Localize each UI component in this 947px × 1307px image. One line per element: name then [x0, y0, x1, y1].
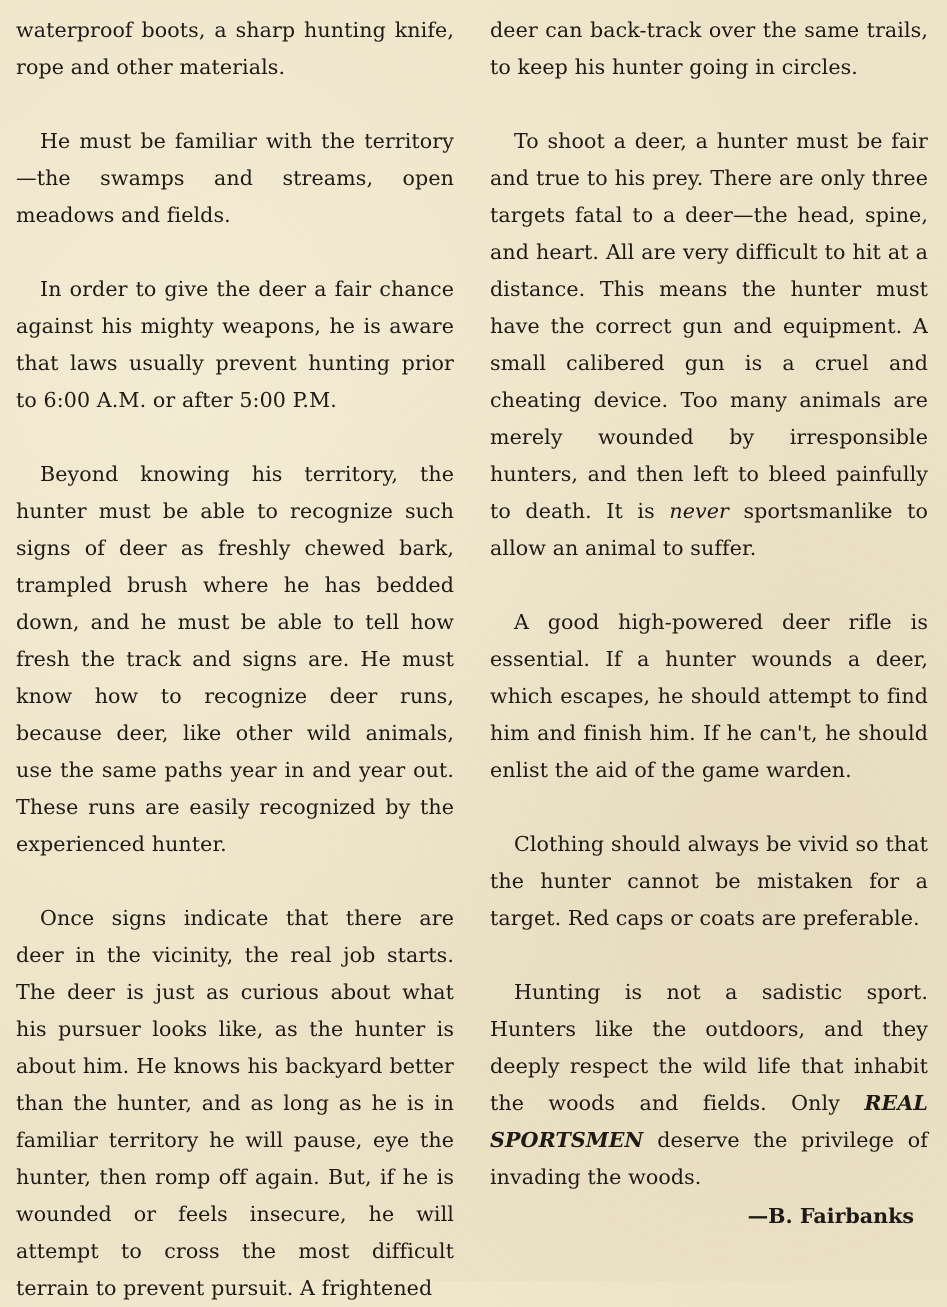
paragraph-hunting-laws: In order to give the deer a fair chance against his mighty weapons, he is aware that laws usually prevent hunting prior to 6:00 A.M. or after 5:00 P.M.: [16, 277, 454, 412]
author-signature: —B. Fairbanks: [747, 1204, 914, 1228]
paragraph-deer-signs: Beyond knowing his territory, the hunter must be able to recognize such signs of deer as freshly chewed bark, trampled brush where he has bedded down, and he must be able to tell how fresh the track and signs are. He must know how to recognize deer runs, because deer, like other wild animals, use the same paths year in and year out. These runs are easily recognized by the experienced hunter.: [16, 462, 454, 856]
right-column: [490, 12, 928, 1235]
paragraph-conclusion: [490, 974, 928, 1196]
paragraph-fair-shooting: [490, 123, 928, 567]
paragraph-gear-continued: waterproof boots, a sharp hunting knife, rope and other materials.: [16, 18, 454, 79]
emphasis-real-sportsmen: REAL SPORTSMEN: [490, 1091, 928, 1152]
paragraph-back-track: deer can back-track over the same trails, to keep his hunter going in circles.: [490, 18, 928, 79]
paragraph-territory: He must be familiar with the territory—the swamps and streams, open meadows and fields.: [16, 129, 454, 227]
left-column: [16, 12, 454, 1307]
paragraph-deer-behavior: Once signs indicate that there are deer in the vicinity, the real job starts. The deer is just as curious about what his pursuer looks like, as the hunter is about him. He knows his backyard better than the hunter, and as long as he is in familiar territory he will pause, eye the hunter, then romp off again. But, if he is wounded or feels insecure, he will attempt to cross the most difficult terrain to prevent pursuit. A frightened: [16, 906, 454, 1300]
paragraph-clothing: Clothing should always be vivid so that the hunter cannot be mistaken for a target. Red caps or coats are preferable.: [490, 832, 928, 930]
fair-shooting-tail: sportsmanlike to allow an animal to suffer.: [490, 499, 928, 560]
conclusion-tail: deserve the privilege of invading the woods.: [490, 1128, 928, 1189]
conclusion-text: Hunting is not a sadistic sport. Hunters like the outdoors, and they deeply respect the wild life that inhabit the woods and fields. Only: [490, 980, 928, 1115]
paragraph-deer-rifle: A good high-powered deer rifle is essential. If a hunter wounds a deer, which escapes, he should attempt to find him and finish him. If he can't, he should enlist the aid of the game warden.: [490, 610, 928, 782]
emphasis-never: never: [669, 499, 729, 523]
fair-shooting-text: To shoot a deer, a hunter must be fair and true to his prey. There are only three targets fatal to a deer—the head, spine, and heart. All are very difficult to hit at a distance. This means the hunter must have the correct gun and equipment. A small calibered gun is a cruel and cheating device. Too many animals are merely wounded by irresponsible hunters, and then left to bleed painfully to death. It is: [490, 129, 928, 523]
